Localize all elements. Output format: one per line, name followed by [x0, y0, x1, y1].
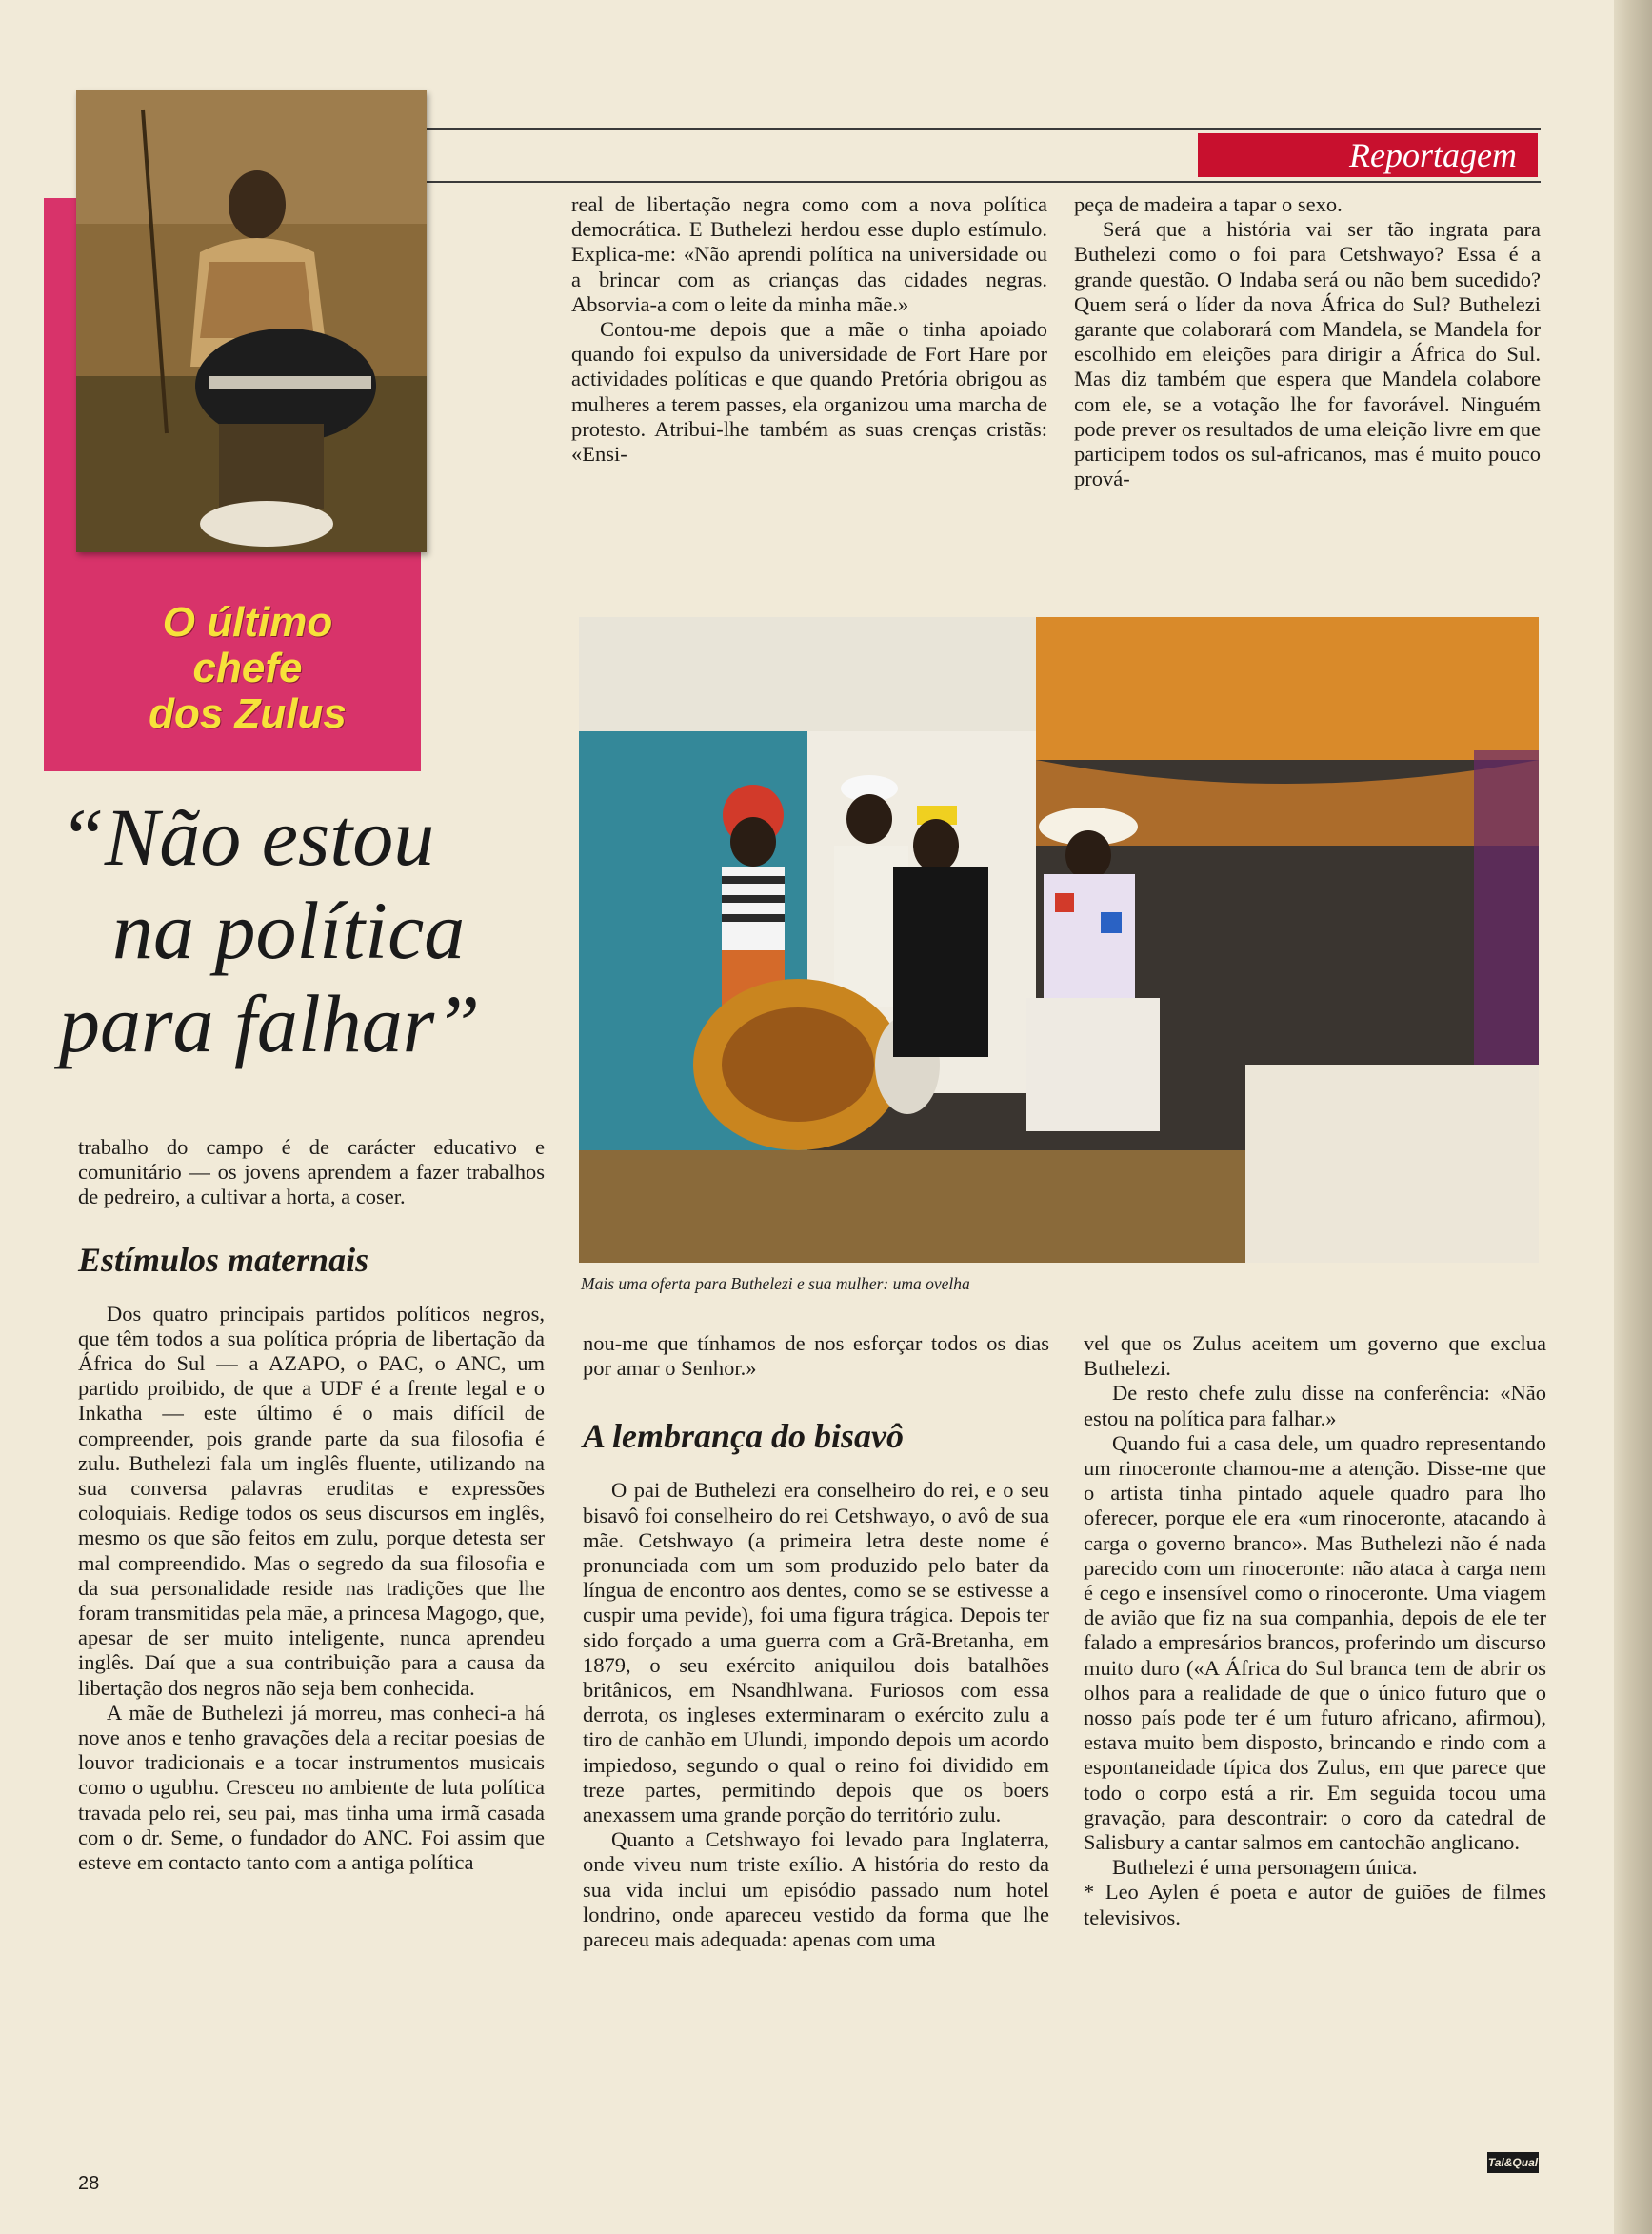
headline	[59, 790, 554, 1070]
top-rule	[419, 128, 1541, 130]
col3-top-paragraph-1: peça de madeira a tapar o sexo.	[1074, 192, 1343, 216]
page-number: 28	[78, 2173, 100, 2194]
column-3-bottom	[1084, 1331, 1546, 1930]
col2-bottom-paragraph-1: O pai de Buthelezi era conselheiro do rei, e o seu bisavô foi conselheiro do rei Cetshwayo, o avô de sua mãe. Cetshwayo (a primeira letra deste nome é pronunciada com um som produzido pelo bater da língua de encontro aos dentes, como se se estivesse a cuspir uma pevide), foi uma figura trágica. Depois ter sido forçado a uma guerra com a Grã-Bretanha, em 1879, o seu exército aniquilou dois batalhões britânicos, em Nsandhlwana. Furiosos com essa derrota, os ingleses exterminaram o exército zulu a tiro de canhão em Ulundi, impondo depois um acordo impiedoso, segundo o qual o reino foi dividido em treze partes, permitindo depois que os boers anexassem uma grande porção do território zulu.	[583, 1478, 1049, 1827]
second-rule	[419, 181, 1541, 183]
subhead-lembranca: A lembrança do bisavô	[583, 1417, 905, 1456]
col1-paragraph-1: Dos quatro principais partidos políticos negros, que têm todos a sua política própria de libertação da África do Sul — a AZAPO, o PAC, o ANC, um partido proibido, de que a UDF é a frente legal e o Inkatha — este último é o mais difícil de compreender, pois grande parte da sua filosofia é zulu. Buthelezi fala um inglês fluente, utilizando na sua conversa palavras eruditas e expressões coloquiais. Redige todos os seus discursos em inglês, mesmo os que são feitos em zulu, porque detesta ser mal compreendido. Mas o segredo da sua filosofia e da sua personalidade reside nas tradições que lhe foram transmitidas pela mãe, a princesa Magogo, que, apesar de ser muito inteligente, nunca aprendeu inglês. Daí que a sua contribuição para a causa da libertação dos negros não seja bem conhecida.	[78, 1301, 545, 1700]
col2-top-paragraph-2: Contou-me depois que a mãe o tinha apoiado quando foi expulso da universidade de Fort Hare por actividades políticas e que quando Pretória obrigou as mulheres a terem passes, ela organizou uma marcha de protesto. Atribui-lhe também as suas crenças cristãs: «Ensi-	[571, 317, 1047, 467]
magazine-logo: Tal&Qual	[1487, 2152, 1539, 2173]
kicker-line-1: O último	[162, 599, 333, 646]
col3-top-paragraph-2: Será que a história vai ser tão ingrata para Buthelezi como o foi para Cetshwayo? Essa é a grande questão. O Indaba será ou não bem sucedido? Quem será o líder da nova África do Sul? Buthelezi garante que colaborará com Mandela, se Mandela for escolhido em eleições para dirigir a África do Sul. Mas diz também que espera que Mandela colabore com ele, se a votação lhe for favorável. Ninguém pode prever os resultados de uma eleição livre em que participem todos os sul-africanos, mas é muito pouco prová-	[1074, 217, 1541, 491]
col2-top-paragraph-1: real de libertação negra como com a nova política democrática. E Buthelezi herdou esse duplo estímulo. Explica-me: «Não aprendi política na universidade ou a brincar com as crianças das cidades negras. Absorvia-a com o leite da minha mãe.»	[571, 192, 1047, 316]
column-2-top	[571, 192, 1047, 467]
section-tag: Reportagem	[1198, 133, 1538, 177]
col3-bottom-paragraph-3: Buthelezi é uma personagem única.	[1112, 1855, 1418, 1880]
column-1	[78, 1135, 545, 1875]
col3-bottom-paragraph-2: Quando fui a casa dele, um quadro representando um rinoceronte chamou-me a atenção. Disse-me que o artista tinha pintado aquele quadro para lho oferecer, porque ele era «um rinoceronte, atacando à carga o governo branco». Mas Buthelezi não é nada parecido com um rinoceronte: não ataca à carga nem é cego e insensível como o rinoceronte. Uma viagem de avião que fiz na sua companhia, depois de ele ter falado a empresários brancos, proferindo um discurso muito duro («A África do Sul branca tem de abrir os olhos para a realidade de que o único futuro que o nosso país pode ter é um futuro africano, afirmou), estava muito bem disposto, brincando e rindo com a espontaneidade típica dos Zulus, em que parece que todo o corpo está a rir. Em seguida tocou uma gravação, para descontrair: o coro da catedral de Salisbury a cantar salmos em cantochão anglicano.	[1084, 1430, 1546, 1855]
zulu-chief-photo	[76, 90, 427, 552]
column-2-bottom	[583, 1331, 1049, 1952]
col3-bottom-paragraph-0: vel que os Zulus aceitem um governo que exclua Buthelezi.	[1084, 1331, 1546, 1381]
col1-paragraph-2: A mãe de Buthelezi já morreu, mas conheci-a há nove anos e tenho gravações dela a recitar poesias de louvor tradicionais e a tocar instrumentos musicais como o ugubhu. Cresceu no ambiente de luta política travada pelo rei, seu pai, mas tinha uma irmã casada com o dr. Seme, o fundador do ANC. Foi assim que esteve em contacto tanto com a antiga política	[78, 1700, 545, 1875]
author-note: * Leo Aylen é poeta e autor de guiões de filmes televisivos.	[1084, 1880, 1546, 1929]
photo-caption: Mais uma oferta para Buthelezi e sua mulher: uma ovelha	[581, 1274, 970, 1293]
kicker-line-2: chefe	[192, 645, 303, 691]
col2-bottom-paragraph-2: Quanto a Cetshwayo foi levado para Inglaterra, onde viveu num triste exílio. A história do resto da sua vida inclui um episódio passado num hotel londrino, onde apareceu vestido da forma que lhe pareceu mais adequada: apenas com uma	[583, 1827, 1049, 1952]
kicker-line-3: dos Zulus	[149, 690, 347, 737]
headline-line-2: na política	[112, 885, 466, 976]
headline-line-1: “Não estou	[59, 791, 435, 883]
page-curl-edge	[1614, 0, 1652, 2234]
column-3-top	[1074, 192, 1541, 491]
kicker	[67, 600, 428, 737]
subhead-estimulos: Estímulos maternais	[78, 1240, 369, 1279]
headline-line-3: para falhar”	[59, 978, 481, 1069]
col1-intro: trabalho do campo é de carácter educativo e comunitário — os jovens aprendem a fazer trabalhos de pedreiro, a cultivar a horta, a coser.	[78, 1135, 545, 1209]
col3-bottom-paragraph-1: De resto chefe zulu disse na conferência: «Não estou na política para falhar.»	[1084, 1381, 1546, 1430]
col2-bottom-paragraph-0: nou-me que tínhamos de nos esforçar todos os dias por amar o Senhor.»	[583, 1331, 1049, 1381]
ceremony-photo	[579, 617, 1539, 1263]
